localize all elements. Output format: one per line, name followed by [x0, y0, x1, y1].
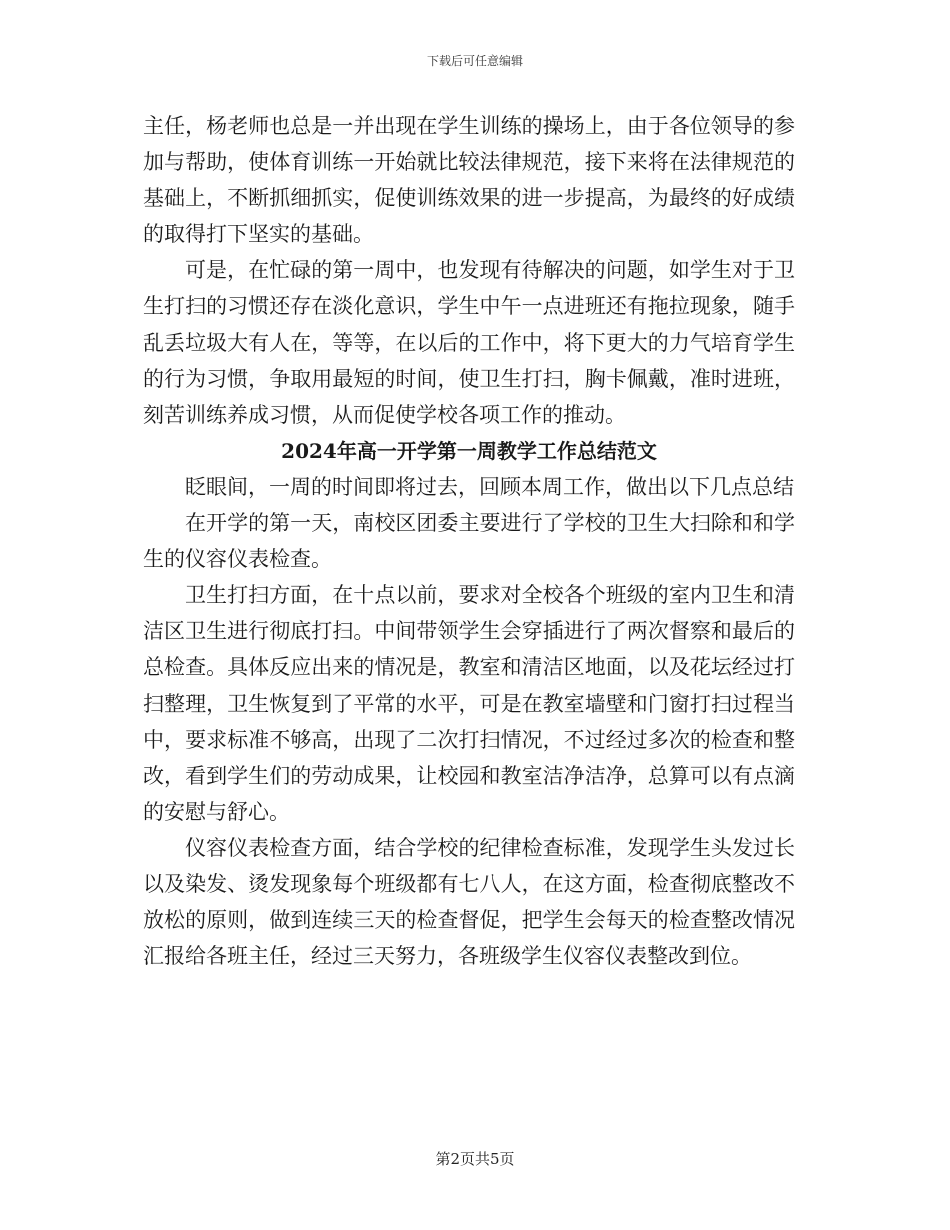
- paragraph: 可是，在忙碌的第一周中，也发现有待解决的问题，如学生对于卫生打扫的习惯还存在淡化意识，学生中午一点进班还有拖拉现象，随手乱丢垃圾大有人在，等等，在以后的工作中，将下更大的力气培育学生的行为习惯，争取用最短的时间，使卫生打扫，胸卡佩戴，准时进班，刻苦训练养成习惯，从而促使学校各项工作的推动。: [143, 258, 795, 427]
- document-body: [143, 108, 795, 974]
- paragraph: 仪容仪表检查方面，结合学校的纪律检查标准，发现学生头发过长以及染发、烫发现象每个班级都有七八人，在这方面，检查彻底整改不放松的原则，做到连续三天的检查督促，把学生会每天的检查整改情况汇报给各班主任，经过三天努力，各班级学生仪容仪表整改到位。: [143, 835, 795, 969]
- paragraph: 在开学的第一天，南校区团委主要进行了学校的卫生大扫除和和学生的仪容仪表检查。: [143, 511, 795, 572]
- paragraph: 主任，杨老师也总是一并出现在学生训练的操场上，由于各位领导的参加与帮助，使体育训练一开始就比较法律规范，接下来将在法律规范的基础上，不断抓细抓实，促使训练效果的进一步提高，为最终的好成绩的取得打下坚实的基础。: [143, 114, 795, 247]
- page-number: 第2页共5页: [435, 1150, 515, 1168]
- page-header: 下载后可任意编辑: [426, 54, 523, 68]
- paragraph: 眨眼间，一周的时间即将过去，回顾本周工作，做出以下几点总结: [185, 474, 794, 499]
- paragraph: 卫生打扫方面，在十点以前，要求对全校各个班级的室内卫生和清洁区卫生进行彻底打扫。中间带领学生会穿插进行了两次督察和最后的总检查。具体反应出来的情况是，教室和清洁区地面，以及花坛经过打扫整理，卫生恢复到了平常的水平，可是在教室墙壁和门窗打扫过程当中，要求标准不够高，出现了二次打扫情况，不过经过多次的检查和整改，看到学生们的劳动成果，让校园和教室洁净洁净，总算可以有点滴的安慰与舒心。: [143, 583, 795, 824]
- section-title: 2024年高一开学第一周教学工作总结范文: [281, 438, 657, 463]
